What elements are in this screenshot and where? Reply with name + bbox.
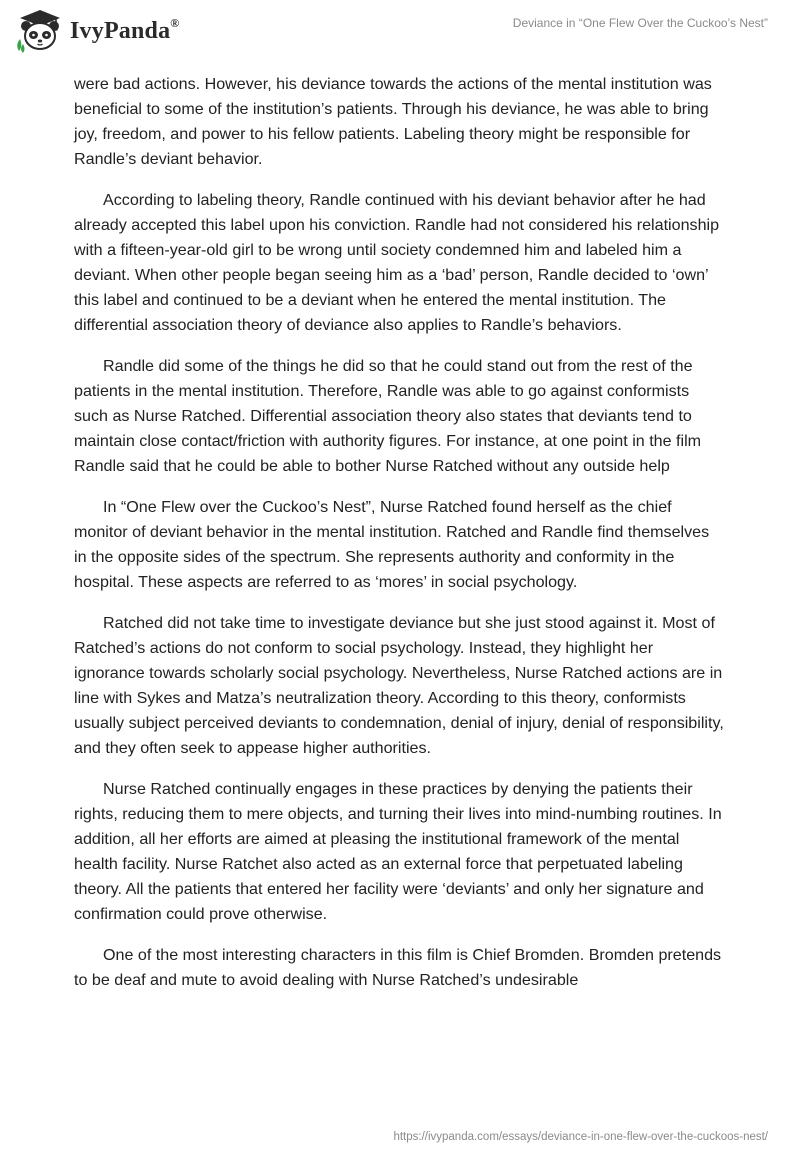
page-header [0, 0, 800, 70]
paragraph-7: One of the most interesting characters in this film is Chief Bromden. Bromden pretends to be deaf and mute to avoid dealing with Nurse Ratched’s undesirable [74, 946, 722, 989]
source-url[interactable]: https://ivypanda.com/essays/deviance-in-one-flew-over-the-cuckoos-nest/ [393, 1131, 768, 1143]
paragraph-3: Randle did some of the things he did so that he could stand out from the rest of the patients in the mental institution. Therefore, Randle was able to go against conformists such as Nurse Ratched. Differential association theory also states that deviants tend to maintain close contact/friction with authority figures. For instance, at one point in the film Randle said that he could be able to bother Nurse Ratched without any outside help [74, 357, 702, 475]
essay-body [74, 72, 726, 1009]
paragraph-4: In “One Flew over the Cuckoo’s Nest”, Nurse Ratched found herself as the chief monitor of deviant behavior in the mental institution. Ratched and Randle find themselves in the opposite sides of the spectrum. She represents authority and conformity in the hospital. These aspects are referred to as ‘mores’ in social psychology. [74, 498, 710, 591]
paragraph-5: Ratched did not take time to investigate deviance but she just stood against it. Most of Ratched’s actions do not conform to social psychology. Instead, they highlight her ignorance towards scholarly social psychology. Nevertheless, Nurse Ratched actions are in line with Sykes and Matza’s neutralization theory. According to this theory, conformists usually subject perceived deviants to condemnation, denial of injury, denial of responsibility, and they often seek to appease higher authorities. [74, 614, 724, 757]
document-title: Deviance in “One Flew Over the Cuckoo’s Nest” [512, 16, 768, 30]
panda-graduate-icon [14, 9, 66, 53]
paragraph-6: Nurse Ratched continually engages in these practices by denying the patients their rights, reducing them to mere objects, and turning their lives into mind-numbing routines. In addition, all her efforts are aimed at pleasing the institutional framework of the mental health facility. Nurse Ratchet also acted as an external force that perpetuated labeling theory. All the patients that entered her facility were ‘deviants’ and only her signature and confirmation could prove otherwise. [74, 780, 722, 923]
brand-logo[interactable] [14, 9, 179, 53]
paragraph-1: were bad actions. However, his deviance towards the actions of the mental institution was beneficial to some of the institution’s patients. Through his deviance, he was able to bring joy, freedom, and power to his fellow patients. Labeling theory might be responsible for Randle’s deviant behavior. [74, 75, 712, 168]
paragraph-2: According to labeling theory, Randle continued with his deviant behavior after he had already accepted this label upon his conviction. Randle had not considered his relationship with a fifteen-year-old girl to be wrong until society condemned him and labeled him a deviant. When other people began seeing him as a ‘bad’ person, Randle decided to ‘own’ this label and continued to be a deviant when he entered the mental institution. The differential association theory of deviance also applies to Randle’s behaviors. [74, 191, 720, 334]
brand-name: IvyPanda® [70, 15, 180, 44]
registered-mark: ® [170, 15, 180, 30]
